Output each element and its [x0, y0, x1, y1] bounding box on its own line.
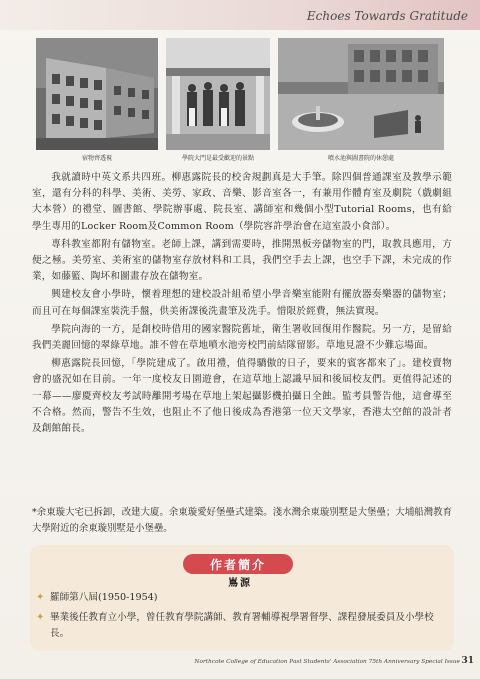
- photo-caption: 噴水池與圖書院的休憩處: [327, 155, 394, 162]
- star-bullet-icon: ✦: [36, 612, 45, 623]
- paragraph: 我就讀時中英文系共四班。柳惠露院長的校舍規劃真是大手筆。除四個普通課室及教學示範室，還有分科的科學、美術、美勞、家政、音樂、影音室各一，有兼用作體育室及劇院（戲劇組大本營）的禮堂、圖書館、學院辦事處、院長室、講師室和幾個小型Tutorial Rooms，也有給學生專用的Locker Room及Common Room（學院容許學治會在這室設小食部）。: [32, 172, 452, 232]
- page-number: 31: [461, 656, 474, 666]
- photo-fountain: [278, 38, 444, 150]
- author-bullet-text: 羅師第八屆(1950-1954): [50, 592, 158, 603]
- photo-caption: 宿物齊透視: [81, 155, 112, 162]
- paragraph: 專科教室都附有儲物室。老師上課，講到需要時，推開黑板旁儲物室的門，取教具應用，方便之極。美勞室、美術室的儲物室存放材料和工具，我們空手去上課，也空手下課，未完成的作業，如藤籃、陶坏和圖畫存放在儲物室。: [32, 238, 452, 283]
- photo-caption: 學院大門是最受歡迎的景點: [181, 155, 254, 162]
- star-bullet-icon: ✦: [36, 592, 45, 603]
- paragraph: 學院向海的一方，是創校時借用的國家醫院舊址，衛生署收回復用作醫院。另一方，是留給我們美麗回憶的翠綠草地。誰不曾在草地噴水池旁校門前結隊留影。草地見證不少難忘場面。: [32, 323, 452, 352]
- paragraph: 興建校友會小學時，懷着理想的建校設計組希望小學音樂室能附有擺放器奏樂器的儲物室；而且可在每個課室裝洗手盤，供美術課後洗畫筆及洗手。惜限於經費，無法實現。: [32, 289, 452, 317]
- article-body: [32, 170, 452, 439]
- running-title: Echoes Towards Gratitude: [306, 9, 468, 23]
- photo-building: [36, 38, 158, 150]
- author-section-badge: [183, 554, 293, 574]
- photo-entrance: [166, 38, 270, 150]
- publication-footer: Northcote College of Education Past Students' Association 75th Anniversary Special Issue: [194, 659, 460, 665]
- author-bullet: [36, 610, 440, 642]
- paragraph: 柳惠露院長回憶，「學院建成了。啟用禮，值得驕傲的日子，要來的賓客都來了」。建校賣物會的盛況如在目前。一年一度校友日園遊會，在這草地上認識早屆和後屆校友們。更值得記述的一幕——廖慶齊校友考試時離開考場在草地上架起攝影機拍攝日全蝕。監考員警告他，這會導至不合格。然而，警告不生效，也阻止不了他日後成為香港第一位天文學家，香港太空館的設計者及創館館長。: [32, 358, 452, 435]
- author-bullet-text: 畢業後任教育立小學，曾任教育學院講師、教育署輔導視學署督學、課程發展委員及小學校長。: [50, 612, 434, 639]
- author-name: 嶌源: [228, 578, 252, 589]
- author-bullet: [36, 590, 440, 606]
- author-section-title: 作者簡介: [209, 557, 266, 572]
- footnote: *余東璇大宅已拆卸，改建大廈。余東璇愛好堡壘式建築。淺水灣余東璇別墅是大堡壘；大埔船灣教育大學附近的余東璇別墅是小堡壘。: [32, 507, 452, 534]
